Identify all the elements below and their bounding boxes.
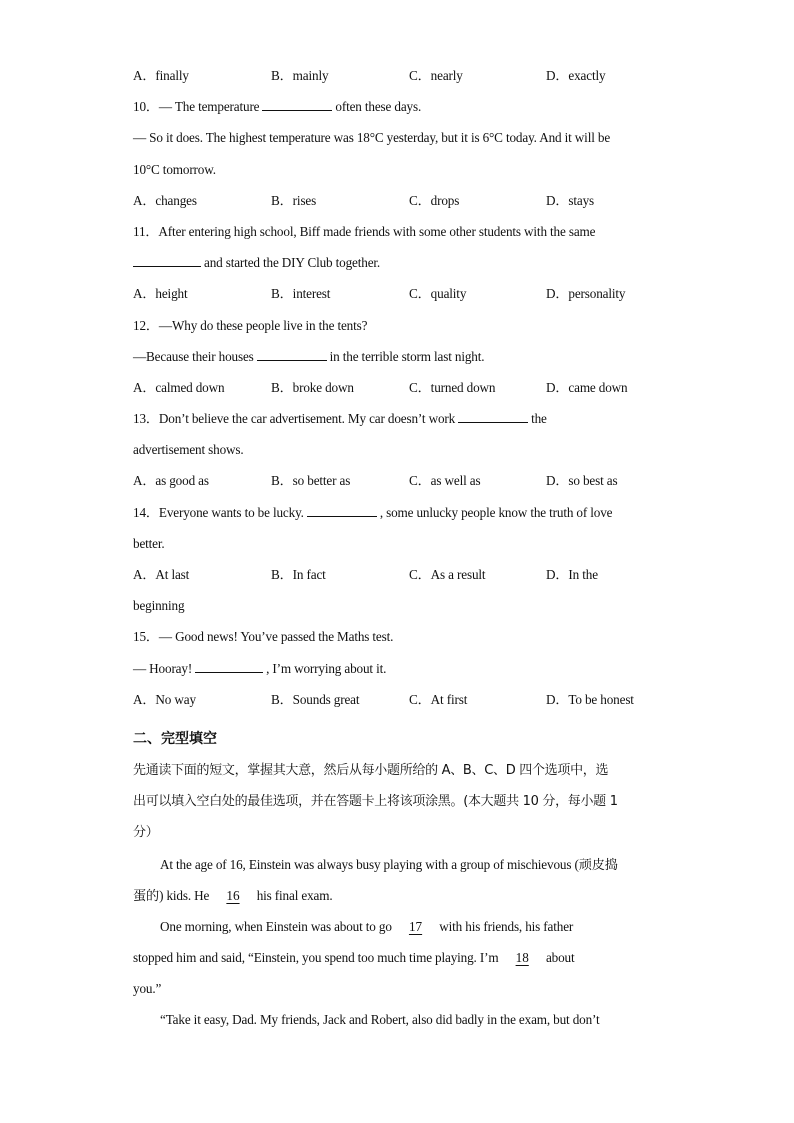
q14-stem-cont: better.: [133, 535, 165, 551]
q12-stem: 12．—Why do these people live in the tents?: [133, 317, 368, 333]
q14-blank[interactable]: [307, 502, 377, 517]
passage-p3-line1: “Take it easy, Dad. My friends, Jack and Robert, also did badly in the exam, but don’t: [160, 1012, 600, 1028]
q14-stem: 14．Everyone wants to be lucky. , some unlucky people know the truth of love: [133, 501, 663, 532]
q15-option-a[interactable]: A．No way: [133, 691, 196, 707]
q11-option-d[interactable]: D．personality: [546, 286, 626, 302]
q14-option-c[interactable]: C．As a result: [409, 567, 486, 582]
section-instructions-1: 先通读下面的短文，掌握其大意，然后从每小题所给的 A、B、C、D 四个选项中，选: [133, 762, 609, 778]
q13-option-d[interactable]: D．so best as: [546, 473, 618, 489]
blank-16[interactable]: 16: [226, 887, 240, 903]
q10-option-b[interactable]: B．rises: [271, 192, 317, 208]
q13-stem-cont: advertisement shows.: [133, 442, 244, 458]
q12-blank[interactable]: [257, 346, 327, 361]
q12-options: [133, 376, 663, 407]
q10-dialog-cont: 10°C tomorrow.: [133, 161, 216, 177]
q12-dialog: —Because their houses in the terrible storm last night.: [133, 345, 663, 376]
section-title: 二、完型填空: [133, 730, 217, 747]
passage-p2-line2: stopped him and said, “Einstein, you spend too much time playing. I’m 18 about: [133, 946, 663, 977]
blank-17[interactable]: 17: [408, 918, 423, 934]
q12-option-b[interactable]: B．broke down: [271, 379, 354, 395]
q11-blank[interactable]: [133, 252, 201, 267]
q12-option-d[interactable]: D．came down: [546, 379, 628, 395]
blank-18[interactable]: 18: [515, 950, 529, 966]
q12-option-a[interactable]: A．calmed down: [133, 379, 225, 395]
q9-option-b[interactable]: B．mainly: [271, 68, 329, 83]
q11-stem-cont: and started the DIY Club together.: [133, 251, 663, 282]
q10-dialog: — So it does. The highest temperature was 18°C yesterday, but it is 6°C today. And it will be: [133, 130, 611, 146]
passage-p2-line1: One morning, when Einstein was about to go 17 with his friends, his father: [133, 915, 663, 946]
q11-option-c[interactable]: C．quality: [409, 286, 467, 302]
q13-options: [133, 469, 663, 500]
q15-option-d[interactable]: D．To be honest: [546, 691, 634, 707]
section-instructions-3: 分）: [133, 825, 159, 841]
q9-options: [133, 64, 663, 95]
q13-option-c[interactable]: C．as well as: [409, 473, 481, 489]
q13-option-b[interactable]: B．so better as: [271, 473, 351, 489]
q13-stem: 13．Don’t believe the car advertisement. My car doesn’t work the: [133, 407, 663, 438]
q10-stem: 10．— The temperature often these days.: [133, 95, 663, 126]
q15-option-c[interactable]: C．At first: [409, 691, 468, 707]
q15-dialog: — Hooray! , I’m worrying about it.: [133, 657, 663, 688]
q14-option-d[interactable]: D．In the: [546, 567, 598, 582]
exam-page: [133, 64, 663, 1040]
q15-options: [133, 688, 663, 719]
q14-option-b[interactable]: B．In fact: [271, 567, 326, 582]
q11-options: [133, 282, 663, 313]
passage-p1-line2: 蛋的) kids. He 16 his final exam.: [133, 884, 663, 915]
q10-option-a[interactable]: A．changes: [133, 192, 197, 208]
section-instructions-2: 出可以填入空白处的最佳选项，并在答题卡上将该项涂黑。(本大题共 10 分，每小题 1: [133, 794, 618, 810]
q10-option-c[interactable]: C．drops: [409, 192, 460, 208]
q11-stem: 11．After entering high school, Biff made friends with some other students with the same: [133, 223, 596, 239]
q9-option-c[interactable]: C．nearly: [409, 68, 463, 83]
q15-stem: 15．— Good news! You’ve passed the Maths test.: [133, 629, 394, 645]
q10-option-d[interactable]: D．stays: [546, 192, 595, 208]
q14-option-d-wrap: beginning: [133, 598, 185, 614]
passage-p1-line1: At the age of 16, Einstein was always busy playing with a group of mischievous (顽皮捣: [160, 856, 618, 872]
q14-options: [133, 563, 663, 594]
q9-option-d[interactable]: D．exactly: [546, 68, 606, 83]
q13-blank[interactable]: [458, 408, 528, 423]
q10-options: [133, 189, 663, 220]
q14-option-a[interactable]: A．At last: [133, 567, 190, 582]
q11-option-a[interactable]: A．height: [133, 286, 188, 302]
q10-blank[interactable]: [262, 96, 332, 111]
q13-option-a[interactable]: A．as good as: [133, 473, 209, 489]
q15-option-b[interactable]: B．Sounds great: [271, 691, 360, 707]
q11-option-b[interactable]: B．interest: [271, 286, 331, 302]
q9-option-a[interactable]: A．finally: [133, 68, 189, 83]
q12-option-c[interactable]: C．turned down: [409, 379, 496, 395]
q15-blank[interactable]: [195, 658, 263, 673]
passage-p2-line3: you.”: [133, 981, 162, 997]
